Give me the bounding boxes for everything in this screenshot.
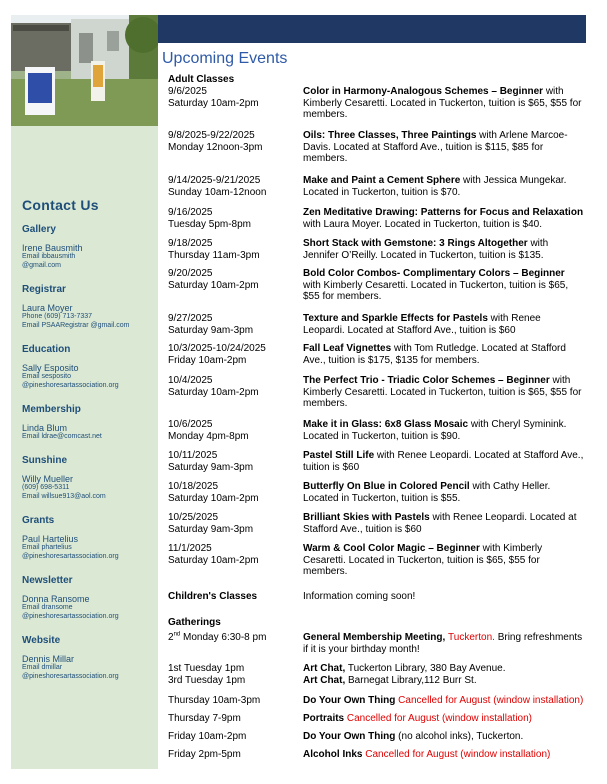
event-date: 10/25/2025: [168, 512, 219, 523]
gathering-desc: Bring refreshments if it is your birthday month!: [303, 632, 583, 655]
event-time: Monday 12noon-3pm: [168, 141, 263, 153]
event-date: 10/18/2025: [168, 481, 219, 492]
gathering-desc: (no alcohol inks), Tuckerton.: [395, 731, 524, 742]
contact-email[interactable]: @pineshoresartassociation.org: [22, 672, 119, 680]
event-date: 9/14/2025-9/21/2025: [168, 175, 261, 186]
contact-email[interactable]: @gmail.com: [22, 261, 62, 269]
contact-website: [22, 635, 156, 681]
event-time: Saturday 9am-3pm: [168, 324, 254, 336]
gathering-note: Cancelled for August (window installation): [395, 695, 584, 706]
event-title: Fall Leaf Vignettes: [303, 343, 392, 354]
event-time: Sunday 10am-12noon: [168, 186, 267, 198]
contact-role: Website: [22, 635, 61, 646]
contact-name: Dennis Millar: [22, 654, 75, 664]
event-time: Saturday 10am-2pm: [168, 386, 259, 398]
event-title: Bold Color Combos- Complimentary Colors – Beginner: [303, 268, 565, 279]
event-desc: with Jennifer O’Reilly. Located in Tuckerton, tuition is $135.: [303, 238, 549, 261]
event-date: 10/3/2025-10/24/2025: [168, 343, 266, 354]
event-desc: with Cathy Heller. Located in Tuckerton, tuition is $55.: [303, 481, 551, 504]
contact-name: Laura Moyer: [22, 303, 73, 313]
event-time: Saturday 10am-2pm: [168, 492, 259, 504]
event-desc: with Laura Moyer. Located in Tuckerton, tuition is $40.: [303, 218, 543, 230]
event-date: 9/16/2025: [168, 207, 213, 218]
header-bar: [158, 15, 586, 43]
gathering-time: 1st Tuesday 1pm: [168, 663, 245, 674]
event-desc: with Kimberly Cesaretti. Located in Tuckerton, tuition is $65, $55 for members.: [303, 375, 582, 409]
contact-education: [22, 344, 156, 390]
event-desc: with Tom Rutledge. Located at Stafford Ave., tuition is $175, $135 for members.: [303, 343, 566, 366]
event-desc: with Renee Leopardi. Located at Stafford Ave., tuition is $60: [303, 512, 577, 535]
gathering-place: Tuckerton.: [448, 632, 495, 643]
contact-title: Contact Us: [22, 197, 99, 213]
event-desc: with Cheryl Syminink. Located in Tuckerton, tuition is $90.: [303, 419, 567, 442]
event-title: The Perfect Trio - Triadic Color Schemes – Beginner: [303, 375, 550, 386]
event-desc: with Renee Leopardi. Located at Stafford Ave., tuition is $60: [303, 450, 584, 473]
event-time: Saturday 10am-2pm: [168, 554, 259, 566]
contact-name: Irene Bausmith: [22, 243, 83, 253]
event-time: Saturday 10am-2pm: [168, 279, 259, 291]
contact-role: Registrar: [22, 284, 66, 295]
gathering-time: Thursday 7-9pm: [168, 713, 241, 724]
contact-email[interactable]: @pineshoresartassociation.org: [22, 381, 119, 389]
gathering-note: Cancelled for August (window installation): [344, 713, 533, 724]
event-title: Butterfly On Blue in Colored Pencil: [303, 481, 470, 492]
event-title: Brilliant Skies with Pastels: [303, 512, 430, 523]
contact-email[interactable]: Email willsue913@aol.com: [22, 492, 106, 500]
children-info: Information coming soon!: [303, 591, 416, 602]
gathering-title: Do Your Own Thing: [303, 695, 396, 706]
children-info-row: [168, 591, 584, 603]
event-date: 10/4/2025: [168, 375, 213, 386]
event-time: Friday 10am-2pm: [168, 354, 247, 366]
gathering-time: Friday 10am-2pm: [168, 731, 247, 742]
gathering-title: General Membership Meeting,: [303, 632, 449, 643]
gathering-time: 3rd Tuesday 1pm: [168, 674, 246, 686]
gathering-title: Art Chat,: [303, 663, 346, 674]
contact-email[interactable]: @pineshoresartassociation.org: [22, 552, 119, 560]
event-title: Oils: Three Classes, Three Paintings: [303, 130, 477, 141]
event-title: Make it in Glass: 6x8 Glass Mosaic: [303, 419, 469, 430]
gathering-day-suffix: nd: [173, 631, 181, 638]
contact-role: Grants: [22, 515, 55, 526]
event-date: 9/18/2025: [168, 238, 213, 249]
gathering-day: 2: [168, 632, 174, 643]
event-desc: with Kimberly Cesaretti. Located in Tuckerton, tuition is $65, $55 for members.: [303, 86, 582, 120]
event-desc: with Kimberly Cesaretti. Located in Tuckerton, tuition is $65, $55 for members.: [303, 279, 569, 302]
contact-name: Paul Hartelius: [22, 534, 79, 544]
gathering-title: Portraits: [303, 713, 345, 724]
section-adult-classes: Adult Classes: [168, 74, 235, 85]
gathering-note: Cancelled for August (window installation): [362, 749, 551, 760]
event-time: Tuesday 5pm-8pm: [168, 218, 251, 230]
contact-email[interactable]: Email sesposito: [22, 373, 72, 380]
event-time: Saturday 9am-3pm: [168, 523, 254, 535]
event-date: 9/8/2025-9/22/2025: [168, 130, 255, 141]
event-time: Saturday 10am-2pm: [168, 97, 259, 109]
contact-role: Newsletter: [22, 575, 73, 586]
event-title: Make and Paint a Cement Sphere: [303, 175, 461, 186]
gathering-time: Monday 6:30-8 pm: [180, 632, 267, 643]
gathering-place: Tuckerton Library, 380 Bay Avenue.: [345, 663, 506, 674]
event-date: 9/6/2025: [168, 86, 207, 97]
contact-newsletter: [22, 575, 156, 621]
gathering-title: Alcohol Inks: [303, 749, 363, 760]
event-date: 9/27/2025: [168, 313, 213, 324]
event-title: Warm & Cool Color Magic – Beginner: [303, 543, 480, 554]
contact-email[interactable]: Email PSAARegistrar @gmail.com: [22, 321, 130, 329]
contact-role: Sunshine: [22, 455, 68, 466]
event-date: 11/1/2025: [168, 543, 212, 554]
event-time: Thursday 11am-3pm: [168, 249, 260, 261]
contact-sunshine: [22, 455, 156, 501]
contact-grants: [22, 515, 156, 561]
contact-email[interactable]: Email dransome: [22, 604, 73, 611]
contact-email[interactable]: Email phartelius: [22, 544, 72, 551]
contact-gallery: [22, 224, 156, 270]
contact-email[interactable]: Email dmillar: [22, 664, 63, 671]
event-desc: with Kimberly Cesaretti. Located in Tuckerton, tuition is $65, $55 for members.: [303, 543, 543, 577]
contact-phone[interactable]: Phone (609) 713-7337: [22, 313, 93, 320]
contact-email[interactable]: Email ibbausmith: [22, 253, 76, 260]
event-title: Texture and Sparkle Effects for Pastels: [303, 313, 488, 324]
contact-role: Education: [22, 344, 71, 355]
section-gatherings: Gatherings: [168, 617, 221, 628]
gathering-title: Do Your Own Thing: [303, 731, 396, 742]
contact-email[interactable]: Email ldrae@comcast.net: [22, 433, 102, 440]
contact-registrar: [22, 284, 156, 330]
contact-name: Linda Blum: [22, 423, 68, 433]
event-title: Color in Harmony-Analogous Schemes – Beginner: [303, 86, 544, 97]
contact-role: Gallery: [22, 224, 56, 235]
event-date: 9/20/2025: [168, 268, 213, 279]
contact-phone[interactable]: (609) 698-5311: [22, 484, 70, 491]
contact-membership: [22, 404, 156, 442]
event-title: Pastel Still Life: [303, 450, 375, 461]
event-title: Short Stack with Gemstone: 3 Rings Altogether: [303, 238, 528, 249]
contact-name: Donna Ransome: [22, 594, 90, 604]
section-childrens-classes: Children's Classes: [168, 591, 258, 602]
contact-role: Membership: [22, 404, 81, 415]
event-date: 10/6/2025: [168, 419, 213, 430]
page-title: Upcoming Events: [162, 50, 288, 67]
event-desc: with Jessica Mungekar. Located in Tuckerton, tuition is $70.: [303, 175, 567, 198]
event-time: Saturday 9am-3pm: [168, 461, 254, 473]
event-desc: with Arlene Marcoe-Davis. Located at Stafford Ave., tuition is $115, $85 for members.: [303, 130, 568, 164]
gallery-photo: [11, 15, 158, 126]
contact-name: Willy Mueller: [22, 474, 74, 484]
contact-email[interactable]: @pineshoresartassociation.org: [22, 612, 119, 620]
gathering-place: Barnegat Library,112 Burr St.: [345, 674, 477, 686]
gathering-time: Friday 2pm-5pm: [168, 749, 241, 760]
event-desc: with Renee Leopardi. Located at Stafford Ave., tuition is $60: [303, 313, 541, 336]
event-title: Zen Meditative Drawing: Patterns for Focus and Relaxation: [303, 207, 584, 218]
event-date: 10/11/2025: [168, 450, 218, 461]
gathering-title: Art Chat,: [303, 674, 346, 686]
contact-name: Sally Esposito: [22, 363, 79, 373]
event-time: Monday 4pm-8pm: [168, 430, 249, 442]
gathering-time: Thursday 10am-3pm: [168, 695, 261, 706]
